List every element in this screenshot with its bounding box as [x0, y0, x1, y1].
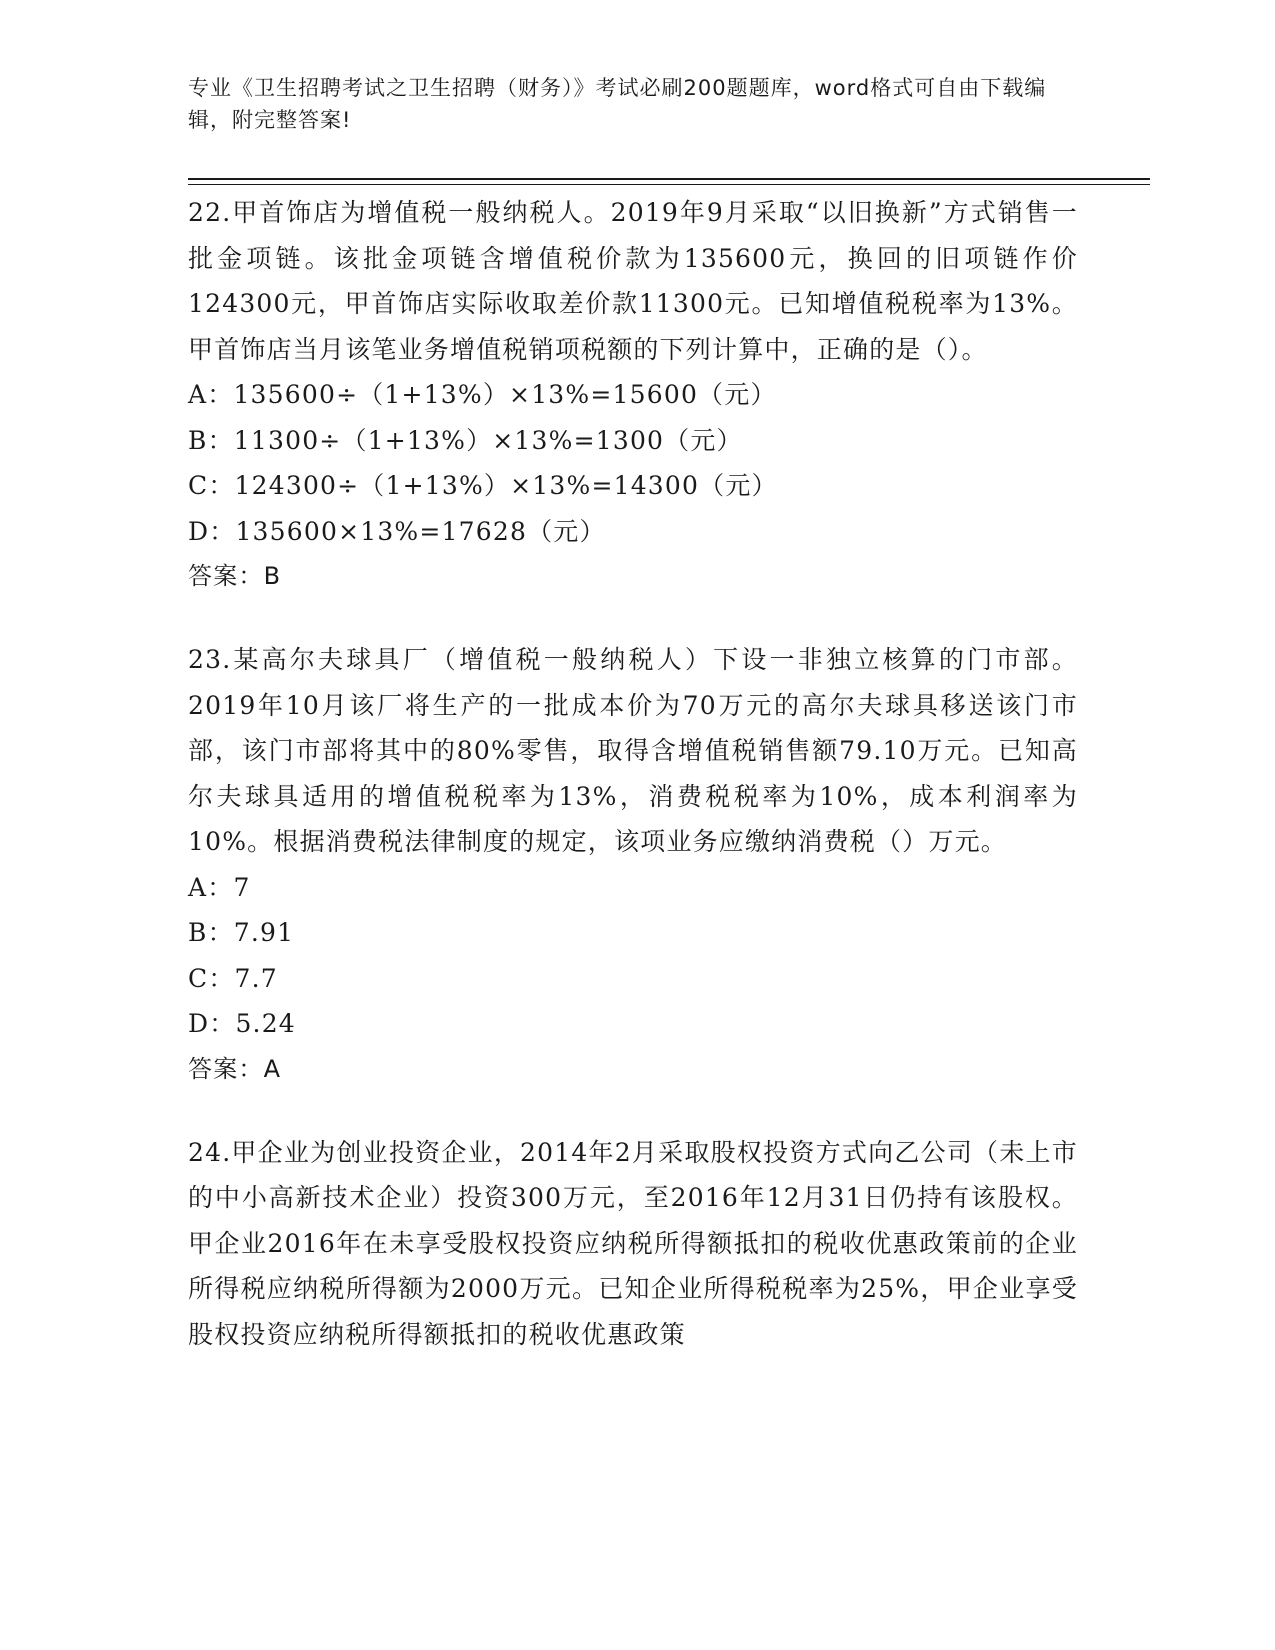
option-c: C：7.7: [188, 963, 278, 993]
question-stem: 22.甲首饰店为增值税一般纳税人。2019年9月采取“以旧换新”方式销售一批金项链。该批金项链含增值税价款为135600元，换回的旧项链作价124300元，甲首饰店实际收取差价款11300元。已知增值税税率为13%。甲首饰店当月该笔业务增值税销项税额的下列计算中，正确的是（）。: [188, 198, 1078, 364]
header-divider-thick: [188, 178, 1150, 180]
answer-label: 答案：A: [188, 1054, 282, 1083]
question-stem: 23.某高尔夫球具厂（增值税一般纳税人）下设一非独立核算的门市部。2019年10月该厂将生产的一批成本价为70万元的高尔夫球具移送该门市部，该门市部将其中的80%零售，取得含增值税销售额79.10万元。已知高尔夫球具适用的增值税税率为13%，消费税税率为10%，成本利润率为10%。根据消费税法律制度的规定，该项业务应缴纳消费税（）万元。: [188, 645, 1078, 856]
answer-label: 答案：B: [188, 562, 282, 590]
option-a: A：135600÷（1+13%）×13%=15600（元）: [188, 380, 777, 409]
question-24: [188, 1130, 1078, 1358]
option-d: D：135600×13%=17628（元）: [188, 516, 606, 546]
option-c: C：124300÷（1+13%）×13%=14300（元）: [188, 471, 778, 500]
question-23: [188, 637, 1078, 1092]
question-list: [188, 190, 1078, 1395]
option-b: B：7.91: [188, 918, 295, 947]
option-a: A：7: [188, 872, 251, 902]
option-d: D：5.24: [188, 1009, 296, 1038]
question-22: [188, 190, 1078, 599]
header-divider-thin: [188, 184, 1150, 185]
option-b: B：11300÷（1+13%）×13%=1300（元）: [188, 425, 743, 455]
question-stem: 24.甲企业为创业投资企业，2014年2月采取股权投资方式向乙公司（未上市的中小高新技术企业）投资300万元，至2016年12月31日仍持有该股权。甲企业2016年在未享受股权投资应纳税所得额抵扣的税收优惠政策前的企业所得税应纳税所得额为2000万元。已知企业所得税税率为25%，甲企业享受股权投资应纳税所得额抵扣的税收优惠政策: [188, 1137, 1078, 1349]
page-header: 专业《卫生招聘考试之卫生招聘（财务）》考试必刷200题题库，word格式可自由下载编辑，附完整答案!: [188, 76, 1047, 132]
